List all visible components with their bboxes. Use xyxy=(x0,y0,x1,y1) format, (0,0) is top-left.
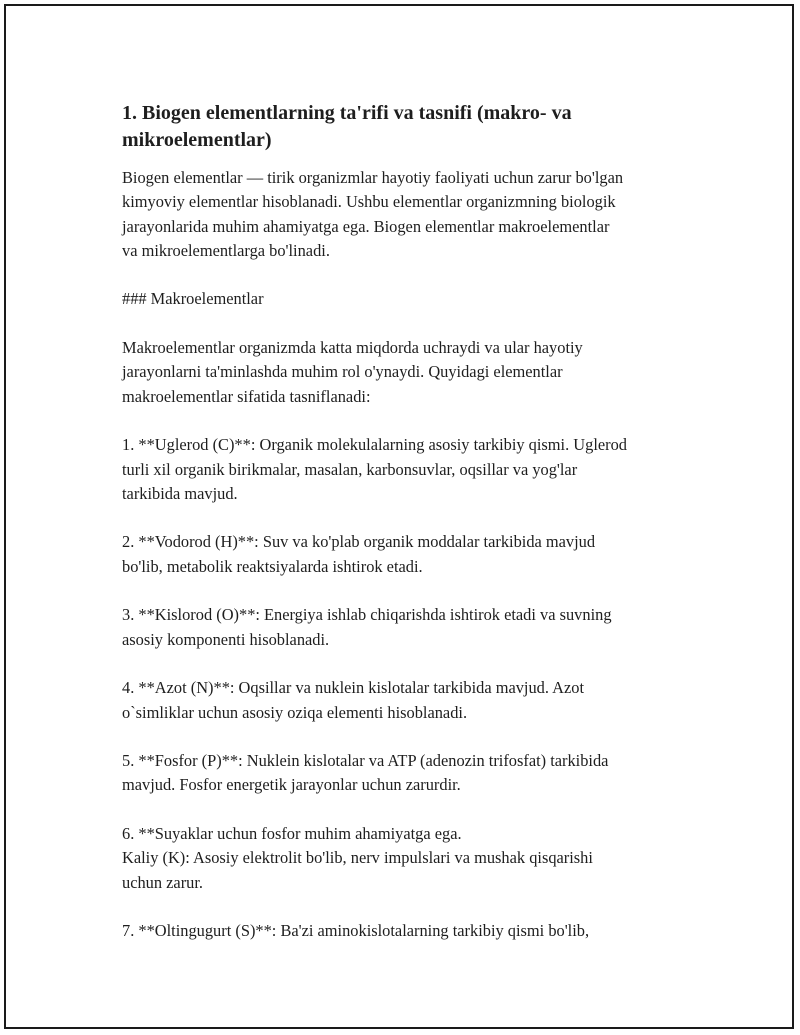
heading-line: mikroelementlar) xyxy=(122,129,272,151)
section-heading xyxy=(122,100,702,154)
text-line: kimyoviy elementlar hisoblanadi. Ushbu elementlar organizmning biologik xyxy=(122,192,616,212)
list-item-potassium xyxy=(122,822,702,895)
text-line: Makroelementlar organizmda katta miqdorda uchraydi va ular hayotiy xyxy=(122,338,583,358)
list-item-phosphorus xyxy=(122,749,702,798)
text-line: jarayonlarida muhim ahamiyatga ega. Biogen elementlar makroelementlar xyxy=(122,216,610,236)
text-line: turli xil organik birikmalar, masalan, karbonsuvlar, oqsillar va yog'lar xyxy=(122,459,578,479)
text-line: asosiy komponenti hisoblanadi. xyxy=(122,629,330,649)
macro-intro-paragraph xyxy=(122,336,702,409)
document-content xyxy=(122,100,702,968)
heading-line: 1. Biogen elementlarning ta'rifi va tasnifi (makro- va xyxy=(122,102,572,124)
text-line: 1. **Uglerod (C)**: Organik molekulalarning asosiy tarkibiy qismi. Uglerod xyxy=(122,435,627,455)
list-item-oxygen xyxy=(122,603,702,652)
text-line: jarayonlarni ta'minlashda muhim rol o'ynaydi. Quyidagi elementlar xyxy=(122,362,563,382)
text-line: 6. **Suyaklar uchun fosfor muhim ahamiyatga ega. xyxy=(122,824,462,844)
list-item-nitrogen xyxy=(122,676,702,725)
list-item-carbon xyxy=(122,433,702,506)
intro-paragraph xyxy=(122,166,702,263)
text-line: makroelementlar sifatida tasniflanadi: xyxy=(122,386,371,406)
text-line: mavjud. Fosfor energetik jarayonlar uchun zarurdir. xyxy=(122,775,461,795)
subheading-paragraph xyxy=(122,287,702,311)
document-page xyxy=(4,4,794,1029)
list-item-hydrogen xyxy=(122,530,702,579)
list-item-sulfur xyxy=(122,919,702,943)
text-line: uchun zarur. xyxy=(122,872,204,892)
text-line: ### Makroelementlar xyxy=(122,289,264,309)
text-line: 2. **Vodorod (H)**: Suv va ko'plab organik moddalar tarkibida mavjud xyxy=(122,532,596,552)
text-line: o`simliklar uchun asosiy oziqa elementi hisoblanadi. xyxy=(122,702,468,722)
text-line: Kaliy (K): Asosiy elektrolit bo'lib, nerv impulslari va mushak qisqarishi xyxy=(122,848,593,868)
text-line: Biogen elementlar — tirik organizmlar hayotiy faoliyati uchun zarur bo'lgan xyxy=(122,168,624,187)
text-line: tarkibida mavjud. xyxy=(122,483,238,503)
text-line: 4. **Azot (N)**: Oqsillar va nuklein kislotalar tarkibida mavjud. Azot xyxy=(122,678,585,698)
text-line: 5. **Fosfor (P)**: Nuklein kislotalar va ATP (adenozin trifosfat) tarkibida xyxy=(122,751,609,771)
text-line: va mikroelementlarga bo'linadi. xyxy=(122,240,330,260)
text-line: 7. **Oltingugurt (S)**: Ba'zi aminokislotalarning tarkibiy qismi bo'lib, xyxy=(122,921,590,941)
text-line: 3. **Kislorod (O)**: Energiya ishlab chiqarishda ishtirok etadi va suvning xyxy=(122,605,612,625)
text-line: bo'lib, metabolik reaktsiyalarda ishtirok etadi. xyxy=(122,556,423,576)
